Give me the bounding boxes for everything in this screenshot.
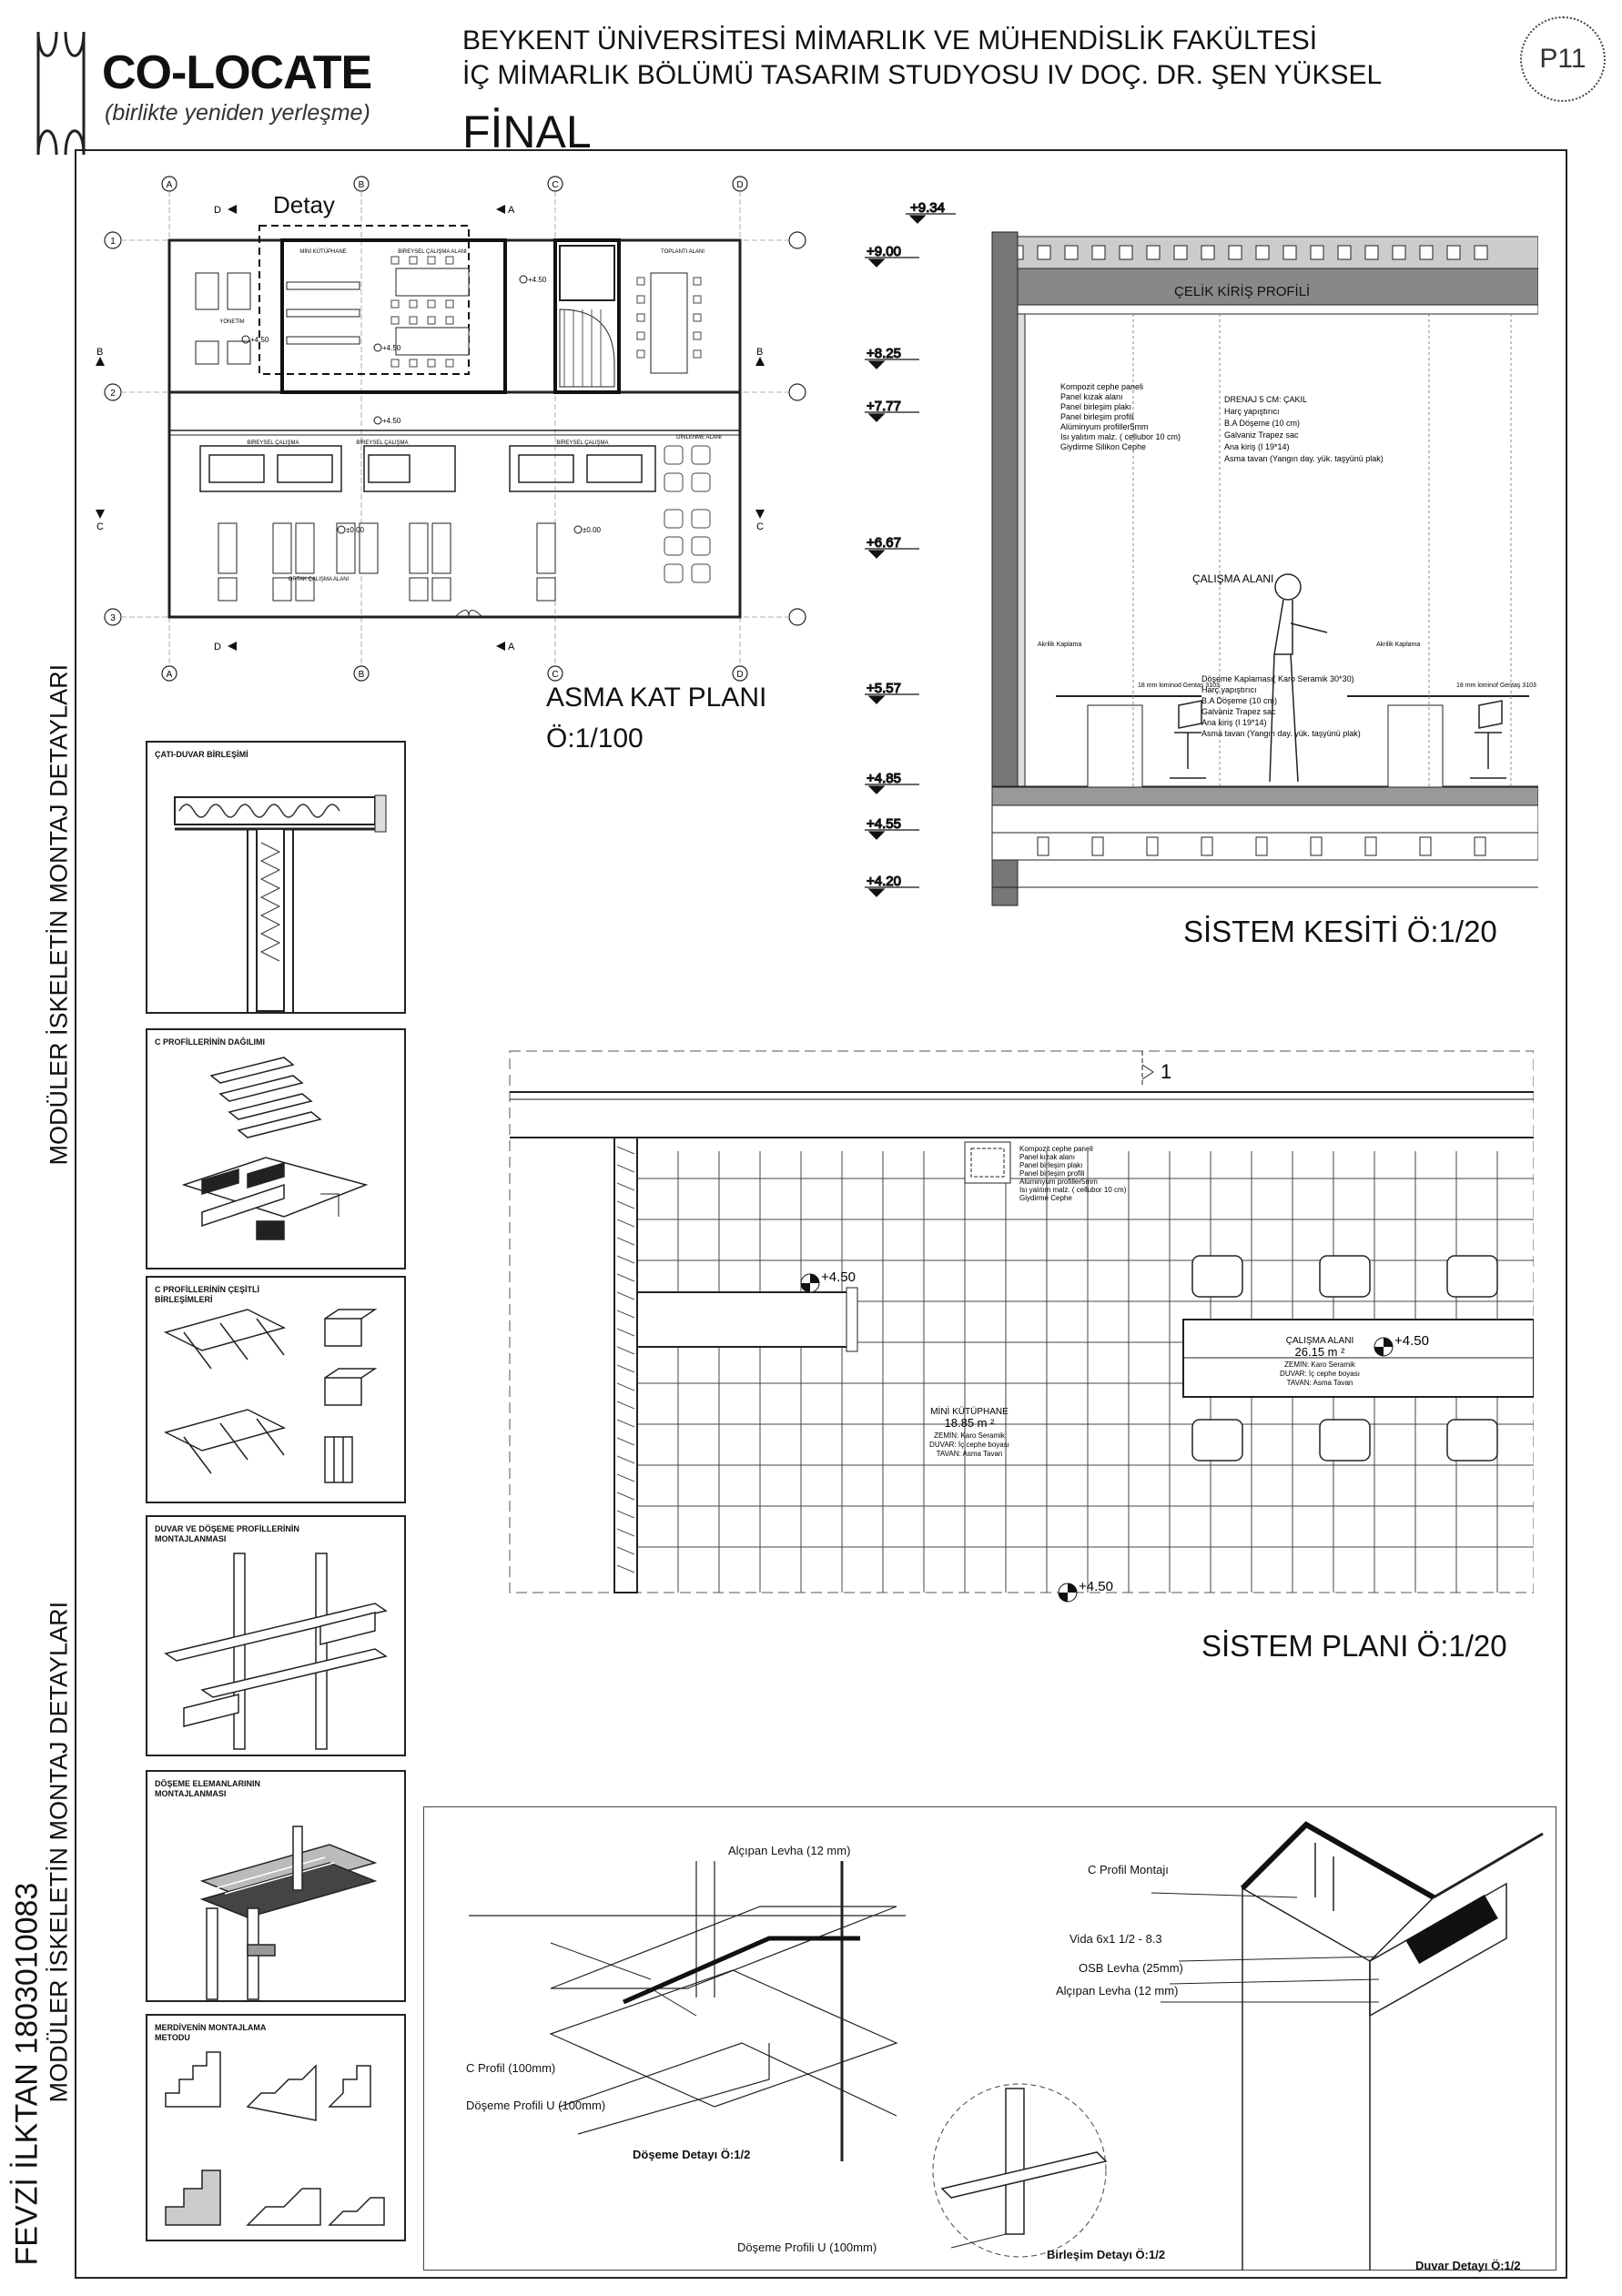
author-label: FEVZİ İLKTAN 1803010083 bbox=[9, 1882, 45, 2266]
roof-note-6: Asma tavan (Yangın day. yük. taşyünü plak) bbox=[1224, 454, 1384, 463]
facade-note-3: Panel birleşim plakı bbox=[1060, 402, 1132, 411]
system-plan-title: SİSTEM PLANI Ö:1/20 bbox=[1201, 1629, 1507, 1663]
plan-room-management: YÖNETİM bbox=[219, 319, 245, 325]
side-title-upper: MODÜLER İSKELETİN MONTAJ DETAYLARI bbox=[45, 663, 73, 1166]
desk-note-3: Akrilik Kaplama bbox=[1376, 642, 1421, 648]
roof-note-2: Harç yapıştırıcı bbox=[1224, 407, 1280, 416]
system-plan-room1-zemin: ZEMİN: Karo Seramik bbox=[934, 1431, 1005, 1440]
label-alcipan-right: Alçıpan Levha (12 mm) bbox=[1056, 1984, 1179, 1998]
facade-note-7: Giydirme Silikon Cephe bbox=[1060, 442, 1147, 451]
final-label: FİNAL bbox=[462, 106, 592, 157]
label-alcipan-left: Alçıpan Levha (12 mm) bbox=[728, 1844, 851, 1857]
section-mark-c-left: C bbox=[96, 521, 104, 532]
detail-panel-roof-wall: ÇATI-DUVAR BİRLEŞİMİ bbox=[146, 741, 406, 1014]
axis-bubble-3-right bbox=[789, 609, 806, 625]
section-level-4-20: +4.20 bbox=[867, 874, 901, 889]
roof-note-4: Galvaniz Trapez sac bbox=[1224, 430, 1299, 440]
label-doseme-profili: Döşeme Profili U (100mm) bbox=[466, 2099, 606, 2112]
detail-panel-c-profiles: C PROFİLLERİNİN DAĞILIMI bbox=[146, 1028, 406, 1269]
section-level-9-00: +9.00 bbox=[867, 244, 901, 259]
section-title: SİSTEM KESİTİ Ö:1/20 bbox=[1183, 915, 1497, 948]
desk-note-1: Akrilik Kaplama bbox=[1038, 642, 1082, 648]
roof-note-1: DRENAJ 5 CM: ÇAKIL bbox=[1224, 395, 1308, 404]
c-joints-drawing bbox=[147, 1278, 404, 1502]
plan-scale: Ö:1/100 bbox=[546, 723, 644, 754]
label-osb: OSB Levha (25mm) bbox=[1079, 1961, 1183, 1975]
studio-line: İÇ MİMARLIK BÖLÜMÜ TASARIM STUDYOSU IV DOÇ. DR. ŞEN YÜKSEL bbox=[462, 60, 1383, 90]
label-doseme-detayi: Döşeme Detayı Ö:1/2 bbox=[633, 2148, 751, 2161]
axis-label-d-bottom: D bbox=[736, 670, 744, 680]
axis-label-c-bottom: C bbox=[552, 670, 559, 680]
system-plan-level-3: +4.50 bbox=[1079, 1579, 1113, 1594]
section-beam-label: ÇELİK KİRİŞ PROFİLİ bbox=[1174, 284, 1311, 299]
axis-label-a-top: A bbox=[166, 180, 173, 190]
roof-wall-drawing bbox=[147, 743, 404, 1012]
brand-title: CO-LOCATE bbox=[102, 46, 372, 99]
label-birlesim-detayi: Birleşim Detayı Ö:1/2 bbox=[1047, 2248, 1166, 2261]
detail-panel-c-joints: C PROFİLLERİNİN ÇEŞİTLİ BİRLEŞİMLERİ bbox=[146, 1276, 406, 1503]
floor-elements-drawing bbox=[147, 1772, 404, 2000]
section-level-6-67: +6.67 bbox=[867, 535, 901, 551]
system-plan-room2-name: ÇALIŞMA ALANI bbox=[1285, 1336, 1354, 1346]
system-plan-level-1: +4.50 bbox=[821, 1269, 856, 1285]
section-level-9-34: +9.34 bbox=[910, 200, 945, 216]
brand-subtitle: (birlikte yeniden yerleşme) bbox=[105, 100, 370, 126]
system-plan-room2-duvar: DUVAR: İç cephe boyası bbox=[1280, 1370, 1360, 1378]
facade-note-5: Alüminyum profiller5mm bbox=[1060, 422, 1149, 431]
section-mark-a-bottom: A bbox=[508, 642, 515, 652]
detail-panel-floor-elements: DÖŞEME ELEMANLARININ MONTAJLANMASI bbox=[146, 1770, 406, 2002]
floor-note-3: B.A Döşeme (10 cm) bbox=[1201, 696, 1278, 705]
logo-mark bbox=[29, 27, 93, 159]
system-plan-level-2: +4.50 bbox=[1394, 1333, 1429, 1349]
mezzanine-plan-drawing bbox=[91, 173, 819, 683]
section-mark-d-bottom: D bbox=[214, 642, 221, 652]
system-plan-room2-zemin: ZEMİN: Karo Seramik bbox=[1284, 1360, 1355, 1369]
system-plan-note-6: Isı yalıtım malz. ( cellubor 10 cm) bbox=[1019, 1186, 1127, 1194]
axis-label-b-bottom: B bbox=[358, 670, 365, 680]
page-badge bbox=[1520, 16, 1606, 102]
section-mark-b-left: B bbox=[96, 347, 104, 358]
wall-floor-drawing bbox=[147, 1517, 404, 1755]
axis-bubble-1-right bbox=[789, 232, 806, 248]
system-plan-room1-tavan: TAVAN: Asma Tavan bbox=[936, 1450, 1003, 1458]
plan-level-4: +4.50 bbox=[382, 417, 401, 425]
section-level-8-25: +8.25 bbox=[867, 346, 901, 361]
section-mark-b-right: B bbox=[756, 347, 764, 358]
system-plan-room2-tavan: TAVAN: Asma Tavan bbox=[1286, 1379, 1353, 1387]
facade-note-2: Panel kızak alanı bbox=[1060, 392, 1123, 401]
axis-bubble-2-right bbox=[789, 384, 806, 400]
facade-note-1: Kompozit cephe paneli bbox=[1060, 382, 1144, 391]
section-level-4-55: +4.55 bbox=[867, 816, 901, 832]
plan-title: ASMA KAT PLANI bbox=[546, 683, 767, 713]
system-plan-note-4: Panel birleşim profili bbox=[1019, 1169, 1085, 1178]
system-section-drawing bbox=[856, 196, 1538, 915]
facade-note-6: Isı yalıtım malz. ( cellubor 10 cm) bbox=[1060, 432, 1181, 441]
floor-note-1: Döşeme Kaplaması( Karo Seramik 30*30) bbox=[1201, 674, 1354, 683]
axis-label-c-top: C bbox=[552, 180, 559, 190]
axis-label-b-top: B bbox=[358, 180, 365, 190]
faculty-line: BEYKENT ÜNİVERSİTESİ MİMARLIK VE MÜHENDİSLİK FAKÜLTESİ bbox=[462, 25, 1318, 56]
plan-room-individual-1: BİREYSEL ÇALIŞMA bbox=[247, 440, 299, 446]
system-plan-note-3: Panel birleşim plakı bbox=[1019, 1161, 1083, 1169]
bottom-details-drawing bbox=[423, 1806, 1556, 2271]
system-plan-room2-area: 26.15 m ² bbox=[1294, 1345, 1345, 1359]
label-duvar-detayi: Duvar Detayı Ö:1/2 bbox=[1415, 2259, 1521, 2272]
floor-note-2: Harç yapıştırıcı bbox=[1201, 685, 1257, 694]
axis-label-2-left: 2 bbox=[110, 389, 116, 399]
roof-note-3: B.A Döşeme (10 cm) bbox=[1224, 419, 1301, 428]
axis-label-1-left: 1 bbox=[110, 237, 116, 247]
detail-panel-wall-floor: DUVAR VE DÖŞEME PROFİLLERİNİN MONTAJLANMASI bbox=[146, 1515, 406, 1756]
detay-label: Detay bbox=[273, 191, 335, 218]
stairs-drawing bbox=[147, 2016, 404, 2240]
plan-room-individual-3: BİREYSEL ÇALIŞMA bbox=[556, 440, 609, 446]
plan-room-lounge: DİNLENME ALANI bbox=[676, 435, 722, 440]
c-profiles-drawing bbox=[147, 1030, 404, 1268]
plan-room-meeting: TOPLANTI ALANI bbox=[661, 249, 705, 255]
label-vida: Vida 6x1 1/2 - 8.3 bbox=[1070, 1932, 1162, 1946]
roof-note-5: Ana kiriş (I 19*14) bbox=[1224, 442, 1290, 451]
facade-note-4: Panel birleşim profili bbox=[1060, 412, 1134, 421]
plan-level-3: +4.50 bbox=[382, 344, 401, 352]
plan-room-individual-2: BİREYSEL ÇALIŞMA bbox=[356, 440, 409, 446]
system-plan-note-5: Alüminyum profiller5mm bbox=[1019, 1178, 1098, 1186]
axis-label-a-bottom: A bbox=[166, 670, 173, 680]
system-plan-marker: 1 bbox=[1161, 1060, 1172, 1083]
section-mark-a-top: A bbox=[508, 205, 515, 216]
label-c-profil-montaji: C Profil Montajı bbox=[1088, 1863, 1169, 1876]
section-area-label: ÇALIŞMA ALANI bbox=[1192, 572, 1274, 585]
plan-room-library: MİNİ KÜTÜPHANE bbox=[299, 249, 347, 255]
section-level-4-85: +4.85 bbox=[867, 771, 901, 786]
system-plan-note-2: Panel kızak alanı bbox=[1019, 1153, 1075, 1161]
section-level-7-77: +7.77 bbox=[867, 399, 901, 414]
detail-panel-stairs: MERDİVENİN MONTAJLAMA METODU bbox=[146, 2014, 406, 2241]
label-doseme-profili-2: Döşeme Profili U (100mm) bbox=[737, 2240, 877, 2254]
desk-note-4: 18 mm lominof Gentaş 3103 bbox=[1456, 683, 1536, 689]
section-mark-d-top: D bbox=[214, 205, 221, 216]
label-c-profil: C Profil (100mm) bbox=[466, 2061, 556, 2075]
page-number: P11 bbox=[1539, 44, 1587, 74]
plan-level-5: ±0.00 bbox=[346, 526, 364, 534]
system-plan-room1-name: MİNİ KÜTÜPHANE bbox=[930, 1407, 1009, 1417]
axis-label-3-left: 3 bbox=[110, 613, 116, 623]
plan-level-1: +4.50 bbox=[528, 276, 547, 284]
section-level-5-57: +5.57 bbox=[867, 681, 901, 696]
plan-room-common: ORTAK ÇALIŞMA ALANI bbox=[288, 577, 350, 582]
floor-note-4: Galvaniz Trapez sac bbox=[1201, 707, 1276, 716]
system-plan-drawing bbox=[505, 1047, 1534, 1611]
floor-note-6: Asma tavan (Yangın day. yük. taşyünü plak) bbox=[1201, 729, 1361, 738]
axis-label-d-top: D bbox=[736, 180, 744, 190]
plan-level-6: ±0.00 bbox=[583, 526, 601, 534]
system-plan-room1-duvar: DUVAR: İç cephe boyası bbox=[929, 1441, 1009, 1449]
section-mark-c-right: C bbox=[756, 521, 764, 532]
desk-note-2: 18 mm lominod Gentaş 3103 bbox=[1138, 683, 1220, 689]
system-plan-room1-area: 18.85 m ² bbox=[944, 1416, 995, 1430]
floor-note-5: Ana kiriş (I 19*14) bbox=[1201, 718, 1267, 727]
system-plan-note-1: Kompozit cephe paneli bbox=[1019, 1145, 1093, 1153]
plan-room-individual-top: BİREYSEL ÇALIŞMA ALANI bbox=[398, 249, 467, 255]
system-plan-note-7: Giydirme Cephe bbox=[1019, 1194, 1072, 1202]
plan-level-2: +4.50 bbox=[250, 336, 269, 344]
side-title-lower: MODÜLER İSKELETİN MONTAJ DETAYLARI bbox=[45, 1601, 73, 2103]
